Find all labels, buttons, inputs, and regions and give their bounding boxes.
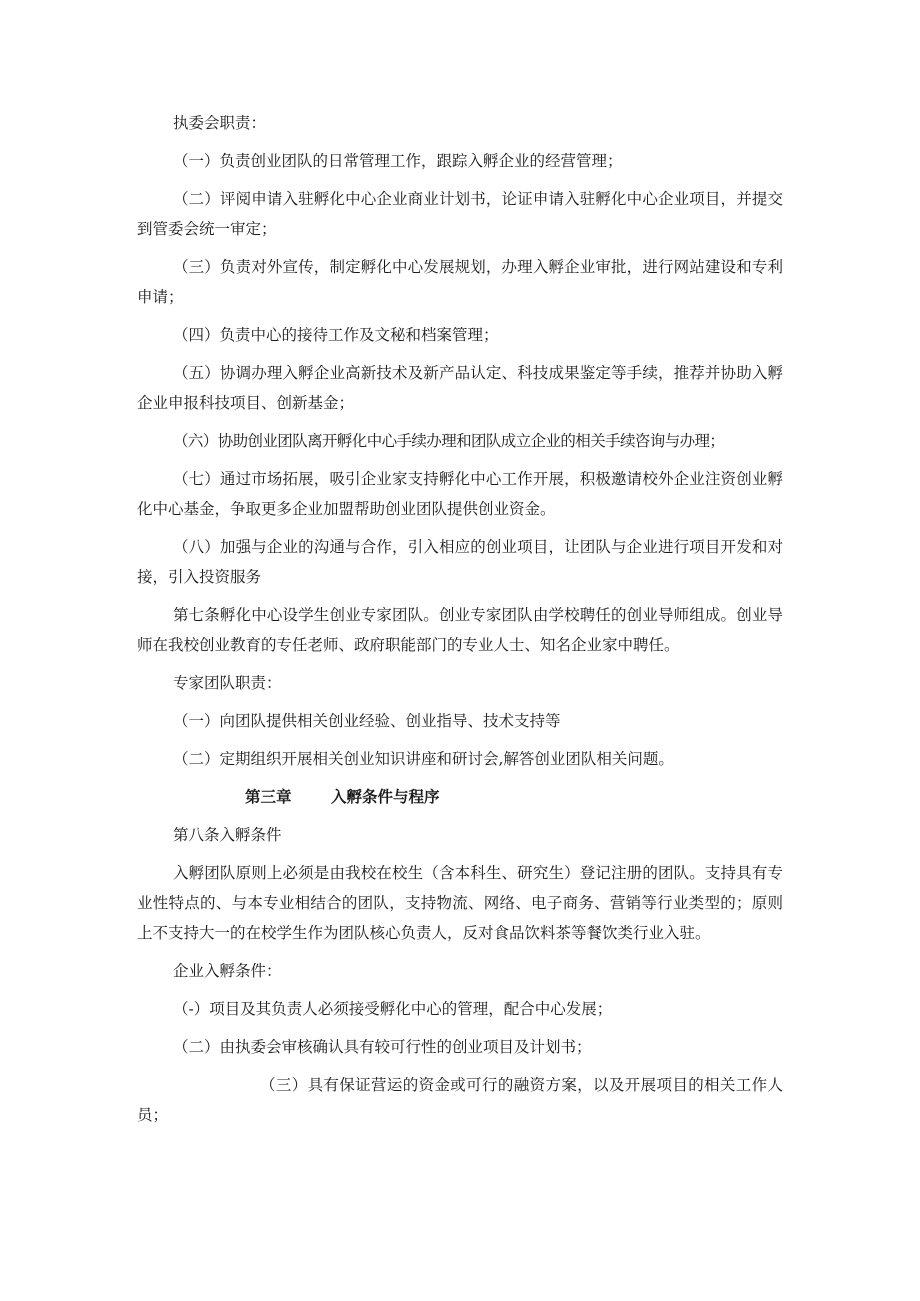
document-page: [137, 108, 783, 1138]
duty-item-6: （六）协助创业团队离开孵化中心手续办理和团队成立企业的相关手续咨询与办理；: [173, 432, 725, 450]
duty-item-5: （五）协调办理入孵企业高新技术及新产品认定、科技成果鉴定等手续，推荐并协助入孵企业申报科技项目、创新基金；: [137, 364, 783, 412]
chapter-title: 入孵条件与程序: [331, 787, 440, 806]
team-incubation-conditions: 入孵团队原则上必须是由我校在校生（含本科生、研究生）登记注册的团队。支持具有专业性特点的、与本专业相结合的团队，支持物流、网络、电子商务、营销等行业类型的；原则上不支持大一的在校学生作为团队核心负责人，反对食品饮料茶等餐饮类行业入驻。: [137, 864, 783, 942]
duty-item-2: （二）评阅申请入驻孵化中心企业商业计划书，论证申请入驻孵化中心企业项目，并提交到管委会统一审定；: [137, 190, 783, 238]
chapter-heading: [137, 782, 783, 812]
duty-item-3: （三）负责对外宣传，制定孵化中心发展规划，办理入孵企业审批，进行网站建设和专利申请；: [137, 258, 783, 306]
enterprise-condition-2: （二）由执委会审核确认具有较可行性的创业项目及计划书；: [173, 1038, 592, 1056]
article-7: 第七条孵化中心设学生创业专家团队。创业专家团队由学校聘任的创业导师组成。创业导师在我校创业教育的专任老师、政府职能部门的专业人士、知名企业家中聘任。: [137, 606, 783, 654]
section-heading-enterprise-conditions: 企业入孵条件：: [173, 962, 282, 980]
duty-item-8: （八）加强与企业的沟通与合作，引入相应的创业项目，让团队与企业进行项目开发和对接，引入投资服务: [137, 538, 783, 586]
duty-item-4: （四）负责中心的接待工作及文秘和档案管理；: [173, 326, 499, 344]
expert-duty-item-2: （二）定期组织开展相关创业知识讲座和研讨会,解答创业团队相关问题。: [173, 750, 674, 768]
section-heading-expert-duties: 专家团队职责：: [173, 674, 282, 692]
duty-item-1: （一）负责创业团队的日常管理工作，跟踪入孵企业的经营管理；: [173, 152, 623, 170]
enterprise-condition-3: （三）具有保证营运的资金或可行的融资方案，以及开展项目的相关工作人员；: [137, 1076, 783, 1124]
section-heading-executive-duties: 执委会职责：: [173, 114, 267, 132]
expert-duty-item-1: （一）向团队提供相关创业经验、创业指导、技术支持等: [173, 712, 561, 730]
chapter-number: 第三章: [245, 787, 292, 806]
duty-item-7: （七）通过市场拓展，吸引企业家支持孵化中心工作开展，积极邀请校外企业注资创业孵化中心基金，争取更多企业加盟帮助创业团队提供创业资金。: [137, 470, 783, 518]
article-8-heading: 第八条入孵条件: [173, 826, 282, 844]
enterprise-condition-1: （-）项目及其负责人必须接受孵化中心的管理，配合中心发展；: [173, 1000, 613, 1018]
